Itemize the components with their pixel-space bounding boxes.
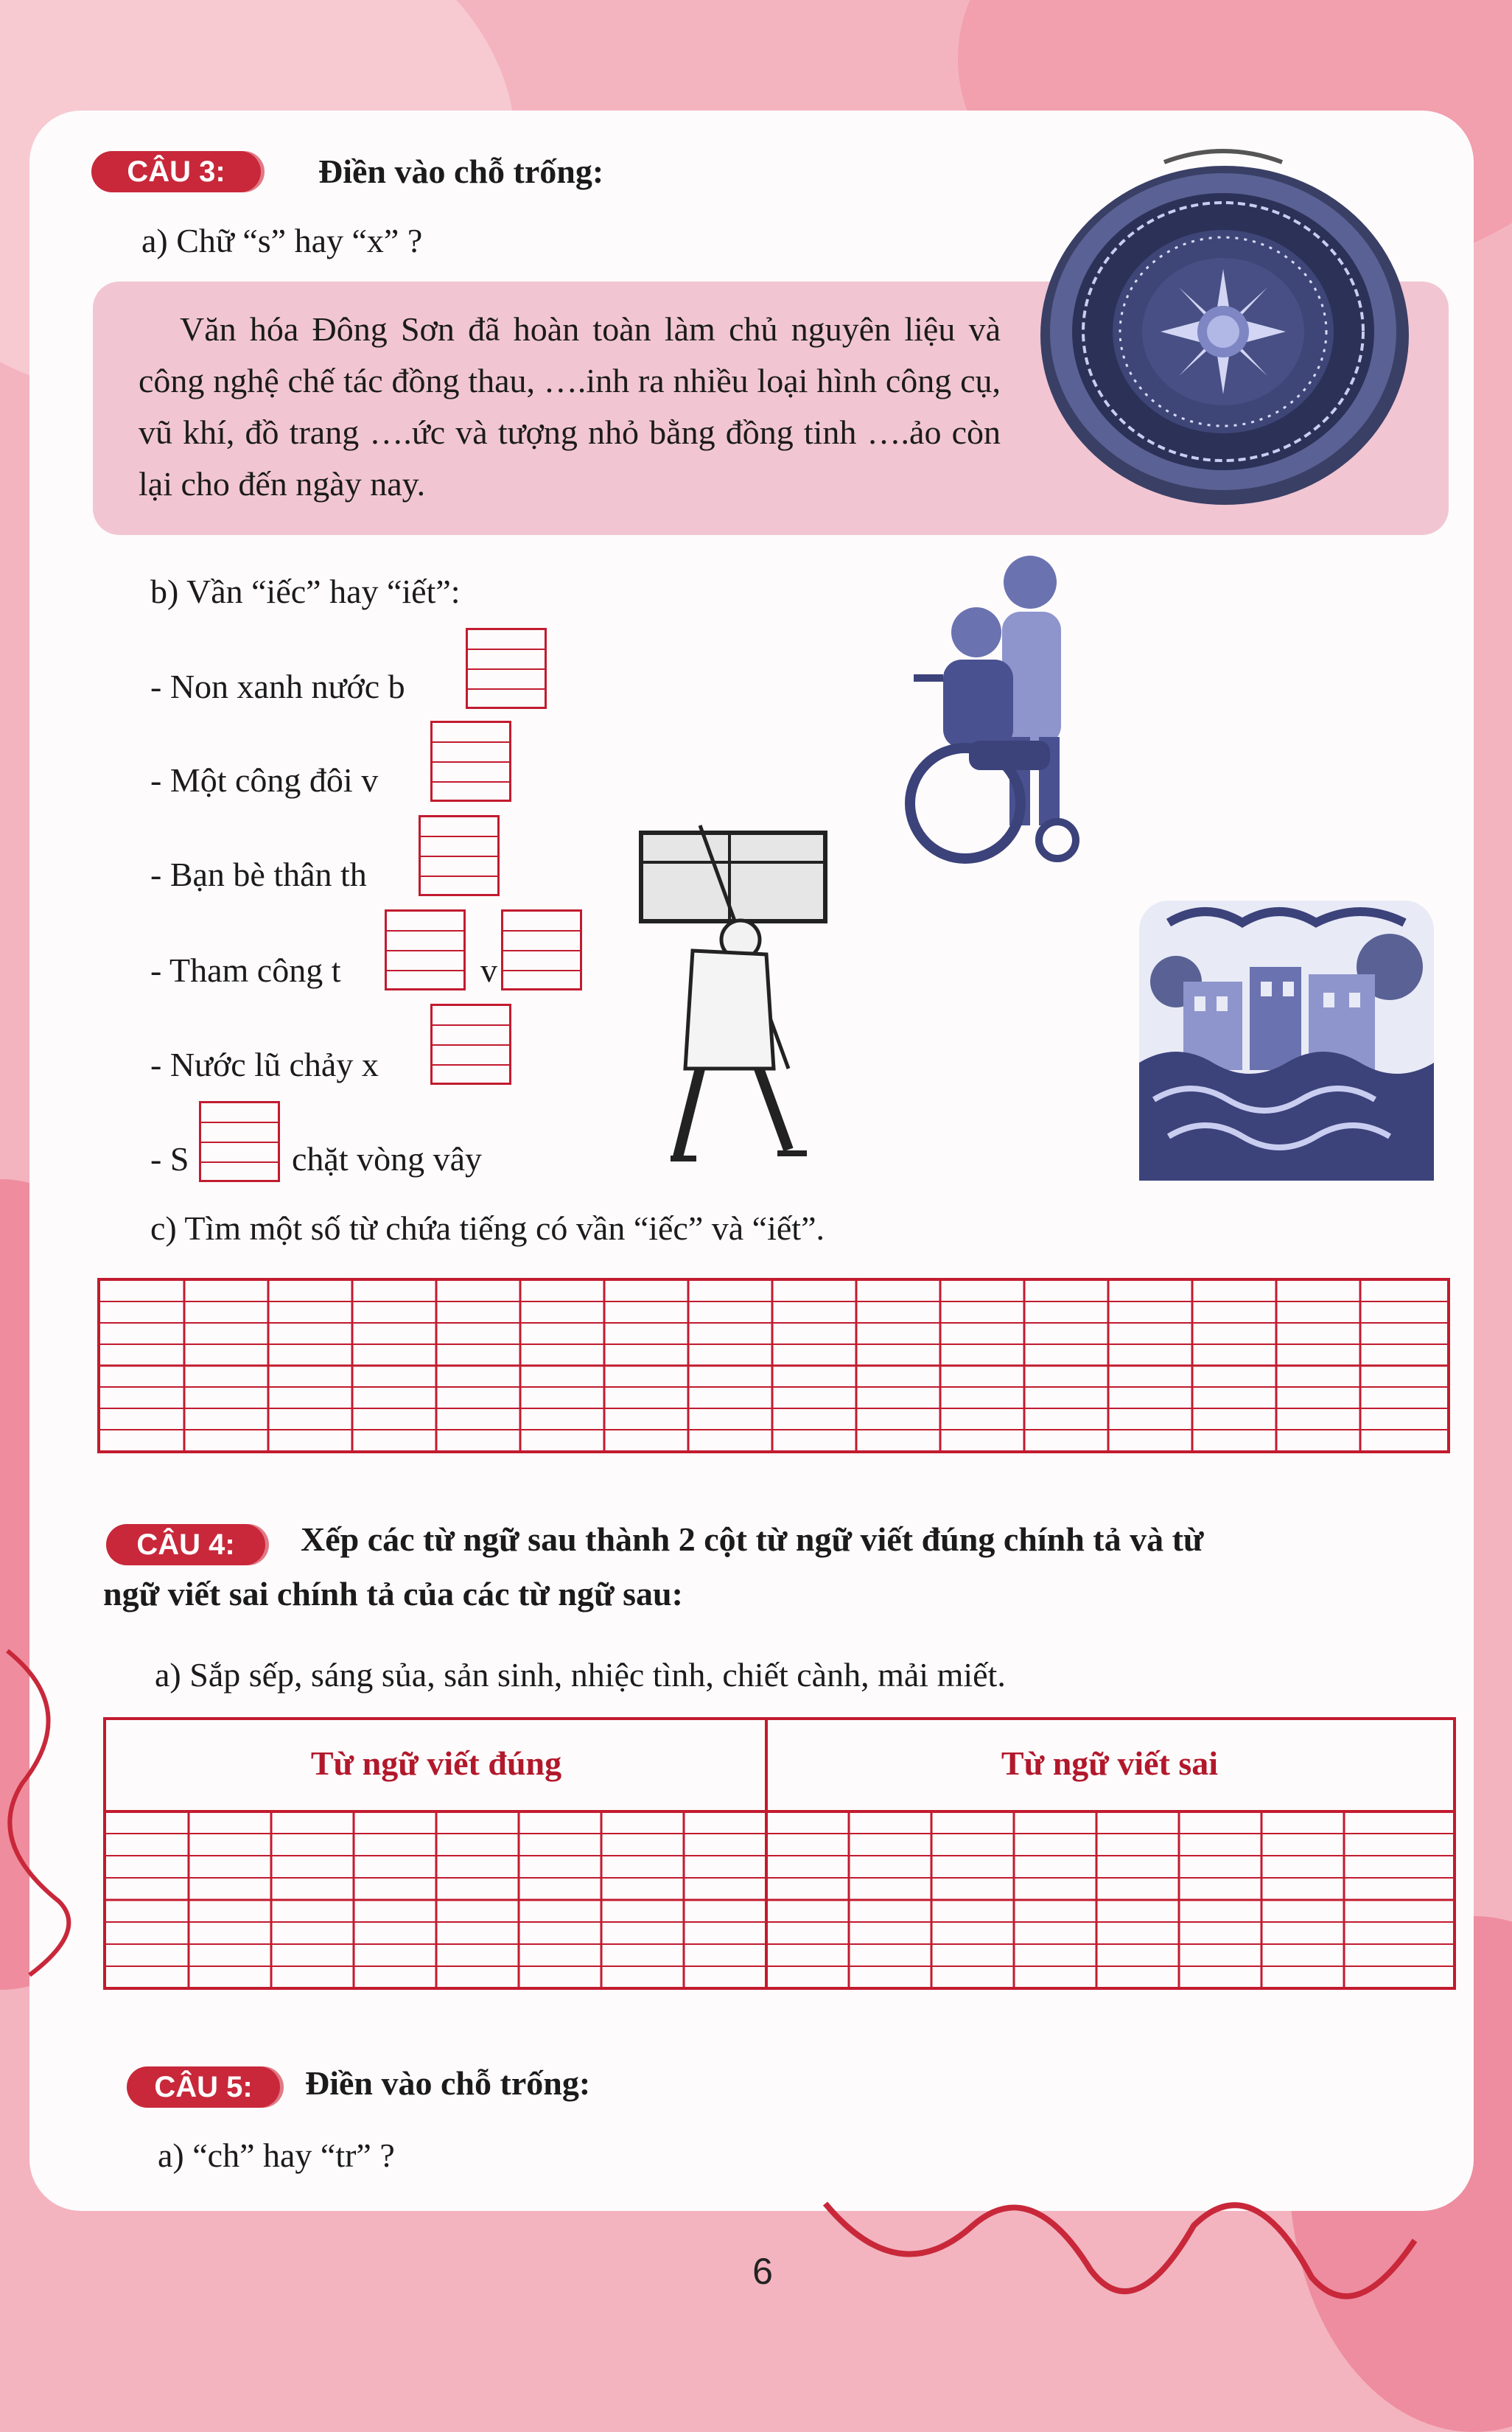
answer-box[interactable] xyxy=(199,1101,280,1182)
answer-box[interactable] xyxy=(385,909,466,990)
q3b-label: b) Vần “iếc” hay “iết”: xyxy=(150,573,461,610)
q4a-label: a) Sắp sếp, sáng sủa, sản sinh, nhiệc tình, chiết cành, mải miết. xyxy=(155,1656,1006,1694)
answer-box[interactable] xyxy=(419,815,500,896)
column-header-wrong: Từ ngữ viết sai xyxy=(1001,1744,1219,1782)
answer-box[interactable] xyxy=(430,721,511,802)
writing-grid[interactable] xyxy=(97,1278,1450,1453)
bronze-drum-icon xyxy=(1032,144,1415,512)
q3a-label: a) Chữ “s” hay “x” ? xyxy=(141,222,423,259)
column-header-correct: Từ ngữ viết đúng xyxy=(310,1744,562,1782)
q3b-item-1: - Non xanh nước b xyxy=(150,668,405,705)
page-number: 6 xyxy=(752,2251,773,2292)
answer-box[interactable] xyxy=(466,628,547,709)
q3b-item-4-mid: v xyxy=(480,951,497,989)
q5a-label: a) “ch” hay “tr” ? xyxy=(158,2136,395,2174)
q3b-item-2: - Một công đôi v xyxy=(150,761,379,799)
q3b-item-5: - Nước lũ chảy x xyxy=(150,1046,379,1083)
decorative-swirl xyxy=(0,1621,88,1990)
flooded-town-icon xyxy=(1139,901,1434,1181)
writing-grid-lines xyxy=(100,1281,1447,1450)
q3-title: Điền vào chỗ trống: xyxy=(318,153,604,190)
decorative-swirl xyxy=(811,2181,1474,2311)
question-tag-3: CÂU 3: xyxy=(91,151,261,192)
q3b-item-3: - Bạn bè thân th xyxy=(150,856,367,893)
question-tag-4: CÂU 4: xyxy=(106,1524,265,1565)
q3c-label: c) Tìm một số từ chứa tiếng có vần “iếc” và “iết”. xyxy=(150,1209,825,1247)
wheelchair-friends-icon xyxy=(899,545,1098,884)
question-tag-5: CÂU 5: xyxy=(127,2066,280,2108)
q3b-item-6-post: chặt vòng vây xyxy=(292,1140,483,1178)
q4-title-line2: ngữ viết sai chính tả của các từ ngữ sau: xyxy=(103,1575,683,1612)
answer-box[interactable] xyxy=(501,909,582,990)
q3b-item-6-pre: - S xyxy=(150,1140,189,1178)
q3b-item-4: - Tham công t xyxy=(150,951,341,989)
q4-title-line1: Xếp các từ ngữ sau thành 2 cột từ ngữ viết đúng chính tả và từ xyxy=(301,1520,1204,1558)
porter-carrying-load-icon xyxy=(619,818,855,1172)
answer-box[interactable] xyxy=(430,1004,511,1085)
q3a-passage: Văn hóa Đông Sơn đã hoàn toàn làm chủ nguyên liệu và công nghệ chế tác đồng thau, ….inh ra nhiều loại hình công cụ, vũ khí, đồ trang ….ức và tượng nhỏ bằng đồng tinh ….ảo còn lại cho đến ngày nay. xyxy=(139,310,1001,503)
classification-table xyxy=(103,1717,1456,1990)
q5-title: Điền vào chỗ trống: xyxy=(305,2064,591,2102)
